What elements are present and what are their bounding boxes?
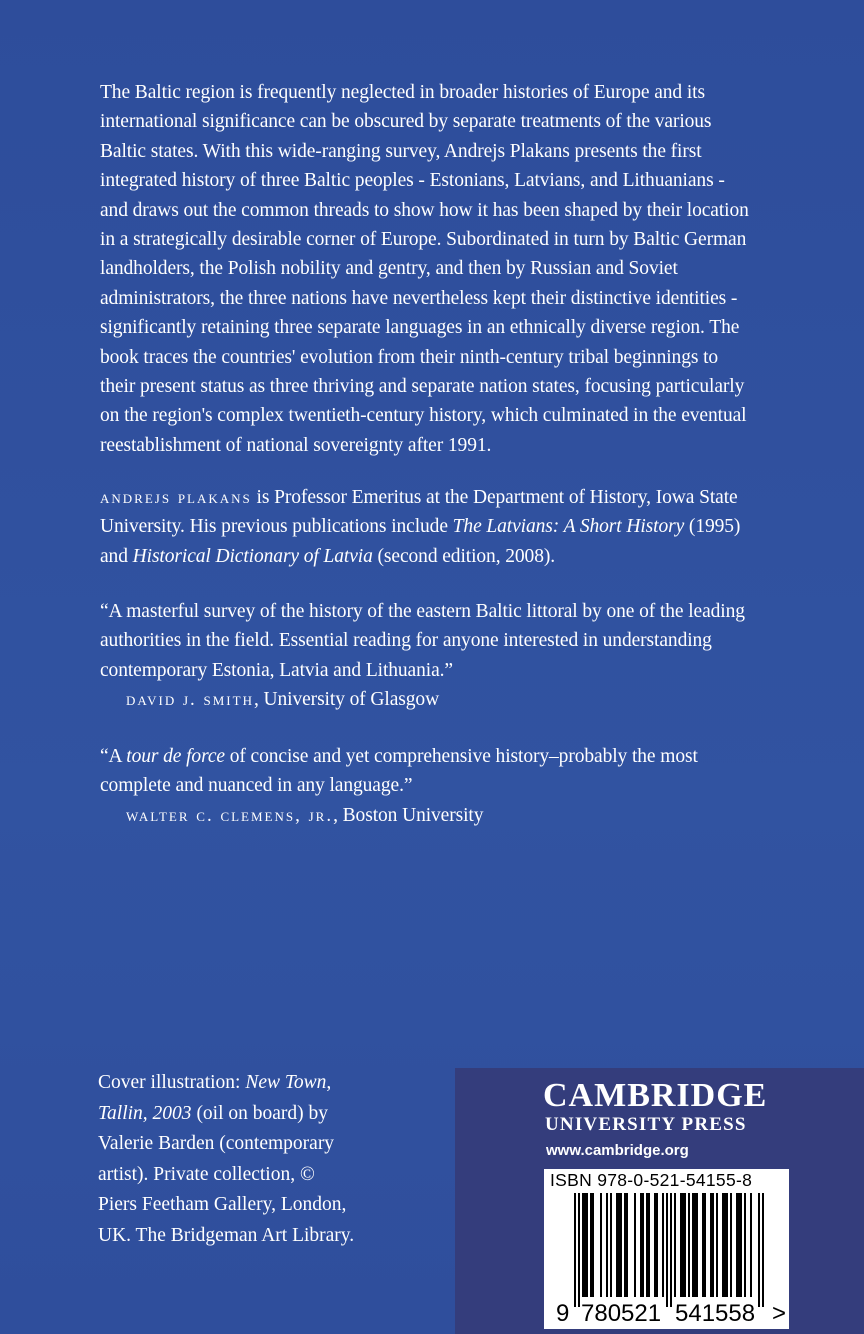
book-blurb: The Baltic region is frequently neglected in broader histories of Europe and its international significance can be obscured by separate treatments of the various Baltic states. With this wide-ranging survey, Andrejs Plakans presents the first integrated history of three Baltic peoples - Estonians, Latvians, and Lithuanians - and draws out the common threads to show how it has been shaped by their location in a strategically desirable corner of Europe. Subordinated in turn by Baltic German landholders, the Polish nobility and gentry, and then by Russian and Soviet administrators, the three nations have nevertheless kept their distinctive identities - significantly retaining three separate languages in an ethnically diverse region. The book traces the countries' evolution from their ninth-century tribal beginnings to their present status as three thriving and separate nation states, focusing particularly on the region's complex twentieth-century history, which culminated in the eventual reestablishment of national sovereignty after 1991. <box>100 82 749 456</box>
barcode-bar <box>710 1193 712 1297</box>
barcode-bar <box>578 1193 580 1307</box>
barcode-icon <box>544 1169 789 1329</box>
barcode-bar <box>750 1193 752 1297</box>
barcode-bar <box>724 1193 726 1297</box>
barcode-bar <box>726 1193 728 1297</box>
barcode-bar <box>646 1193 648 1297</box>
quote-attribution <box>100 801 750 830</box>
isbn-label: ISBN 978-0-521-54155-8 <box>550 1170 753 1190</box>
barcode-bar <box>762 1193 764 1307</box>
book-title-latvians: The Latvians: A Short History <box>452 516 685 538</box>
quote-emphasis: tour de force <box>126 746 225 767</box>
quote-text: “A masterful survey of the history of the eastern Baltic littoral by one of the leading authorities in the field. Essential reading for anyone interested in understanding contemporary Estonia, Latvia and Lithuania.” <box>100 601 745 681</box>
quote-text-pre: “A <box>100 746 127 767</box>
barcode-bar <box>640 1193 642 1297</box>
barcode-bar <box>648 1193 650 1297</box>
barcode-bar <box>736 1193 738 1297</box>
barcode-bar <box>692 1193 694 1297</box>
barcode-bar <box>626 1193 628 1297</box>
barcode-bar <box>586 1193 588 1297</box>
barcode-bar <box>738 1193 740 1297</box>
review-quote-2 <box>100 742 750 830</box>
credit-pre: Cover illustration: <box>98 1072 246 1093</box>
reviewer-affiliation: , University of Glasgow <box>253 689 440 711</box>
barcode-bar <box>606 1193 608 1297</box>
barcode-bar <box>620 1193 622 1297</box>
author-bio <box>100 483 750 571</box>
barcode-bar <box>642 1193 644 1297</box>
barcode-bar <box>662 1193 664 1297</box>
barcode-bar <box>654 1193 656 1297</box>
author-bio-text-1: is Professor Emeritus at the Department of History, Iowa State University. His previous publications include <box>100 487 738 538</box>
book-title-dictionary: Historical Dictionary of Latvia <box>132 545 373 567</box>
quote-attribution <box>100 685 760 714</box>
barcode-bar <box>600 1193 602 1297</box>
publisher-panel <box>455 1068 864 1334</box>
barcode-bar <box>666 1193 668 1307</box>
artwork-title: New Town, Tallin, 2003 <box>98 1072 332 1124</box>
barcode-bar <box>694 1193 696 1297</box>
reviewer-name: david j. smith <box>126 689 254 711</box>
barcode-bar <box>634 1193 636 1297</box>
author-name: andrejs plakans <box>100 487 252 508</box>
barcode-bar <box>722 1193 724 1297</box>
barcode-bar <box>616 1193 618 1297</box>
reviewer-affiliation: , Boston University <box>333 804 484 826</box>
reviewer-name: walter c. clemens, jr. <box>126 804 334 826</box>
barcode-bar <box>758 1193 760 1307</box>
isbn-barcode-box <box>544 1169 789 1329</box>
author-bio-text-3: (second edition, 2008). <box>372 545 556 567</box>
barcode-bar <box>740 1193 742 1297</box>
barcode-bar <box>712 1193 714 1297</box>
barcode-bar <box>582 1193 584 1297</box>
barcode-digits: > <box>772 1300 787 1327</box>
barcode-bar <box>702 1193 704 1297</box>
barcode-bar <box>610 1193 612 1297</box>
barcode-bar <box>696 1193 698 1297</box>
barcode-bar <box>684 1193 686 1297</box>
barcode-digits: 541558 <box>675 1300 756 1327</box>
barcode-bar <box>624 1193 626 1297</box>
barcode-bar <box>674 1193 676 1297</box>
quote-text-post: of concise and yet comprehensive history–probably the most complete and nuanced in any language.” <box>100 746 698 797</box>
barcode-bar <box>682 1193 684 1297</box>
barcode-bar <box>574 1193 576 1307</box>
barcode-bar <box>704 1193 706 1297</box>
publisher-logo-sub: UNIVERSITY PRESS <box>545 1114 747 1135</box>
barcode-bar <box>716 1193 718 1297</box>
barcode-bar <box>618 1193 620 1297</box>
publisher-logo-name: CAMBRIDGE <box>543 1077 768 1114</box>
barcode-bar <box>592 1193 594 1297</box>
review-quote-1 <box>100 597 760 715</box>
publisher-website: www.cambridge.org <box>546 1142 689 1159</box>
author-bio-text-2: (1995) and <box>100 516 741 567</box>
barcode-bar <box>590 1193 592 1297</box>
barcode-bar <box>584 1193 586 1297</box>
cover-illustration-credit <box>98 1068 358 1251</box>
barcode-digits: 9 <box>556 1300 570 1327</box>
barcode-bar <box>730 1193 732 1297</box>
barcode-bar <box>656 1193 658 1297</box>
barcode-bar <box>670 1193 672 1307</box>
barcode-bar <box>688 1193 690 1297</box>
barcode-bar <box>744 1193 746 1297</box>
credit-post: (oil on board) by Valerie Barden (contemporary artist). Private collection, © Piers Feetham Gallery, London, UK. The Bridgeman Art Library. <box>98 1102 355 1246</box>
barcode-bar <box>680 1193 682 1297</box>
barcode-digits: 780521 <box>581 1300 662 1327</box>
